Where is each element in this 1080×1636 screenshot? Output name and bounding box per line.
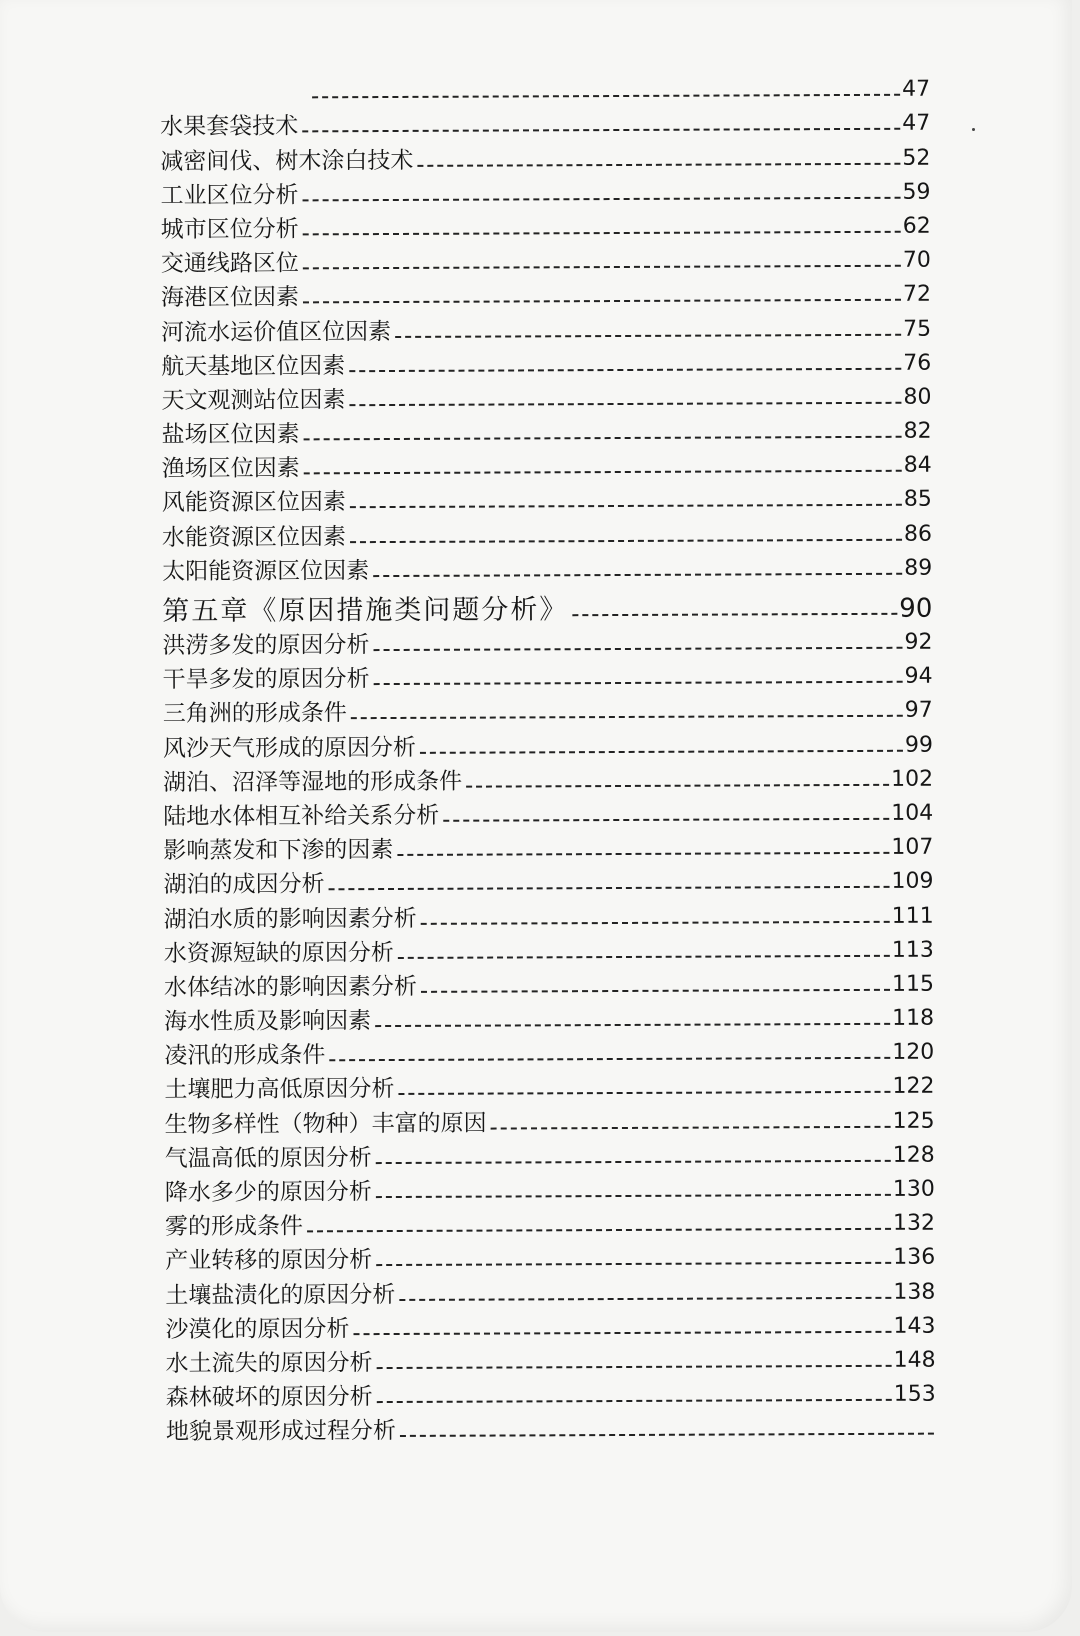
toc-entry xyxy=(163,863,933,901)
toc-entry-page-number: 113 xyxy=(891,937,934,963)
toc-entry-title: 森林破坏的原因分析 xyxy=(165,1384,373,1412)
leader-dashes xyxy=(397,852,889,856)
toc-entry xyxy=(160,173,930,211)
toc-entry-page-number: 59 xyxy=(902,179,931,205)
leader-dashes xyxy=(420,749,903,753)
toc-entry-title: 河流水运价值区位因素 xyxy=(161,318,392,346)
toc-entry-title: 陆地水体相互补给关系分析 xyxy=(163,802,440,830)
toc-entry xyxy=(161,276,931,314)
leader-dashes xyxy=(572,613,897,616)
leader-dashes xyxy=(421,989,890,993)
toc-entry-page-number: 62 xyxy=(902,213,931,239)
leader-dashes xyxy=(302,128,900,133)
toc-entry-page-number: 104 xyxy=(891,800,934,826)
toc-entry xyxy=(163,658,933,696)
toc-entry xyxy=(160,71,930,109)
leader-dashes xyxy=(353,1331,891,1335)
toc-entry xyxy=(161,310,931,348)
toc-entry-page-number: 76 xyxy=(903,350,932,376)
toc-entry-title: 天文观测站位因素 xyxy=(161,387,346,414)
toc-entry-page-number: 89 xyxy=(904,555,933,581)
toc-entry-page-number: 97 xyxy=(904,698,933,724)
toc-entry xyxy=(161,207,931,245)
leader-dashes xyxy=(377,1365,892,1369)
toc-entry-title: 气温高低的原因分析 xyxy=(164,1144,372,1172)
leader-dashes xyxy=(395,333,901,337)
leader-dashes xyxy=(307,1228,891,1233)
toc-entry-page-number: 52 xyxy=(902,145,931,171)
toc-entry xyxy=(166,1410,936,1448)
leader-dashes xyxy=(373,573,902,577)
leader-dashes xyxy=(421,920,890,924)
toc-entry-page-number: 109 xyxy=(891,868,934,895)
toc-entry-page-number: 86 xyxy=(903,521,933,547)
leader-dashes xyxy=(376,1160,891,1164)
toc-entry-title: 海港区位因素 xyxy=(160,284,300,312)
toc-entry xyxy=(161,242,931,280)
toc-entry-title: 干旱多发的原因分析 xyxy=(162,666,370,694)
toc-entry-page-number: 47 xyxy=(902,111,931,137)
toc-entry-title: 沙漠化的原因分析 xyxy=(165,1315,350,1343)
leader-dashes xyxy=(374,681,903,685)
toc-entry-title: 水资源短缺的原因分析 xyxy=(163,939,394,967)
leader-dashes xyxy=(376,1194,891,1198)
toc-entry-page-number: 118 xyxy=(892,1005,935,1031)
toc-chapter-heading xyxy=(162,583,932,626)
toc-entry-title: 湖泊的成因分析 xyxy=(163,871,325,899)
leader-dashes xyxy=(399,1296,891,1300)
toc-entry-title: 土壤盐渍化的原因分析 xyxy=(165,1281,396,1309)
toc-entry xyxy=(165,1170,935,1208)
toc-entry-page-number: 115 xyxy=(891,971,935,997)
toc-entry-title: 洪涝多发的原因分析 xyxy=(162,632,370,659)
toc-entry xyxy=(165,1205,935,1243)
toc-entry-page-number: 120 xyxy=(892,1039,935,1066)
leader-dashes xyxy=(491,1125,891,1129)
toc-entry-page-number: 130 xyxy=(892,1176,935,1202)
toc-entry-page-number: 107 xyxy=(891,834,934,860)
toc-entry-title: 城市区位分析 xyxy=(160,216,299,243)
toc-entry-page-number: 132 xyxy=(892,1210,936,1236)
toc-entry xyxy=(166,1341,936,1379)
toc-entry xyxy=(163,760,933,798)
toc-entry-page-number: 84 xyxy=(903,452,932,479)
toc-entry-title: 太阳能资源区位因素 xyxy=(162,557,370,585)
toc-entry xyxy=(164,897,934,935)
toc-entry-title: 第五章《原因措施类问题分析》 xyxy=(162,594,569,627)
leader-dashes xyxy=(398,955,890,959)
toc-entry-title: 减密间伐、树木涂白技术 xyxy=(160,147,414,175)
toc-entry-title: 盐场区位因素 xyxy=(161,421,300,449)
toc-entry xyxy=(161,378,931,416)
leader-dashes xyxy=(350,504,902,508)
toc-entry xyxy=(164,1000,934,1038)
table-of-contents xyxy=(160,71,936,1448)
toc-entry-title: 水体结冰的影响因素分析 xyxy=(163,973,418,1001)
leader-dashes xyxy=(398,1091,890,1095)
leader-dashes xyxy=(400,1433,934,1437)
toc-entry xyxy=(163,794,933,832)
toc-entry xyxy=(165,1307,935,1345)
toc-entry-title: 风能资源区位因素 xyxy=(161,489,346,517)
leader-dashes xyxy=(377,1399,892,1403)
toc-entry-page-number: 138 xyxy=(893,1279,936,1305)
toc-entry-page-number: 75 xyxy=(903,316,932,342)
toc-entry-title: 水土流失的原因分析 xyxy=(165,1350,373,1377)
toc-entry-page-number: 99 xyxy=(904,732,933,758)
toc-entry-title: 影响蒸发和下渗的因素 xyxy=(163,837,394,865)
toc-entry-title: 水果套袋技术 xyxy=(160,113,299,141)
toc-entry-title: 风沙天气形成的原因分析 xyxy=(162,734,416,762)
toc-entry xyxy=(164,965,934,1003)
toc-entry-page-number: 94 xyxy=(904,663,933,689)
leader-dashes xyxy=(303,299,901,304)
toc-entry-page-number: 102 xyxy=(891,766,934,792)
leader-dashes xyxy=(303,265,901,270)
toc-entry-title: 三角洲的形成条件 xyxy=(162,700,347,728)
leader-dashes xyxy=(329,886,890,890)
toc-entry-page-number: 92 xyxy=(904,629,933,655)
toc-entry xyxy=(165,1273,935,1311)
toc-entry xyxy=(164,1034,934,1072)
toc-entry-title: 地貌景观形成过程分析 xyxy=(165,1418,396,1446)
leader-dashes xyxy=(303,231,901,236)
leader-dashes xyxy=(304,436,902,441)
toc-entry xyxy=(163,829,933,867)
toc-entry xyxy=(165,1239,935,1277)
leader-dashes xyxy=(329,1057,890,1061)
paper-speck xyxy=(972,128,975,131)
leader-dashes xyxy=(375,1023,890,1027)
toc-entry xyxy=(162,549,932,587)
toc-entry xyxy=(165,1136,935,1174)
toc-entry-title: 渔场区位因素 xyxy=(161,455,300,483)
leader-dashes xyxy=(350,538,902,542)
toc-entry xyxy=(161,344,931,382)
toc-entry-title: 湖泊水质的影响因素分析 xyxy=(163,905,417,933)
toc-entry-page-number: 111 xyxy=(891,903,934,929)
toc-entry-page-number: 125 xyxy=(892,1108,935,1134)
toc-entry xyxy=(164,931,934,969)
toc-entry-title: 凌汛的形成条件 xyxy=(164,1042,326,1070)
leader-dashes xyxy=(374,647,903,651)
toc-entry-title: 降水多少的原因分析 xyxy=(164,1179,372,1206)
leader-dashes xyxy=(417,162,900,166)
toc-entry xyxy=(162,623,932,661)
toc-entry-title: 土壤肥力高低原因分析 xyxy=(164,1076,395,1104)
toc-entry-page-number: 82 xyxy=(903,418,932,444)
toc-entry xyxy=(163,726,933,764)
toc-entry-title: 产业转移的原因分析 xyxy=(165,1247,373,1275)
toc-entry-page-number: 70 xyxy=(902,247,931,273)
toc-entry-page-number: 80 xyxy=(903,384,932,410)
toc-entry xyxy=(166,1376,936,1414)
toc-entry-page-number: 143 xyxy=(893,1313,936,1339)
leader-dashes xyxy=(443,818,889,822)
toc-entry-page-number: 90 xyxy=(899,593,933,624)
toc-entry xyxy=(163,692,933,730)
leader-dashes xyxy=(466,784,889,788)
leader-dashes xyxy=(349,402,901,406)
toc-entry xyxy=(160,105,930,143)
toc-entry-title: 雾的形成条件 xyxy=(164,1213,304,1241)
toc-entry xyxy=(162,447,932,485)
toc-entry-page-number: 72 xyxy=(902,281,932,308)
toc-entry-title: 海水性质及影响因素 xyxy=(164,1008,372,1036)
toc-entry xyxy=(160,139,930,177)
toc-entry xyxy=(164,1068,934,1106)
toc-entry-page-number: 47 xyxy=(902,76,931,102)
toc-entry-title: 航天基地区位因素 xyxy=(161,352,346,380)
leader-dashes xyxy=(349,367,901,371)
leader-dashes xyxy=(304,470,902,475)
toc-entry xyxy=(165,1102,935,1140)
leader-dashes xyxy=(376,1262,891,1266)
toc-entry-page-number: 136 xyxy=(893,1245,936,1271)
toc-entry xyxy=(162,481,932,519)
toc-entry-title: 生物多样性（物种）丰富的原因 xyxy=(164,1110,487,1138)
leader-dashes xyxy=(303,197,901,202)
toc-entry xyxy=(162,515,932,553)
toc-entry-page-number: 128 xyxy=(892,1142,935,1168)
toc-entry xyxy=(161,413,931,451)
toc-entry-title: 湖泊、沼泽等湿地的形成条件 xyxy=(163,768,463,796)
toc-entry-page-number: 148 xyxy=(893,1347,936,1373)
toc-entry-title: 水能资源区位因素 xyxy=(161,523,347,551)
leader-dashes xyxy=(312,94,900,99)
toc-entry-page-number: 153 xyxy=(893,1381,936,1407)
toc-entry-title: 交通线路区位 xyxy=(160,250,299,278)
toc-entry-page-number: 85 xyxy=(903,487,932,513)
toc-entry-title: 工业区位分析 xyxy=(160,182,299,209)
leader-dashes xyxy=(351,715,903,719)
toc-entry-page-number: 122 xyxy=(892,1074,935,1100)
